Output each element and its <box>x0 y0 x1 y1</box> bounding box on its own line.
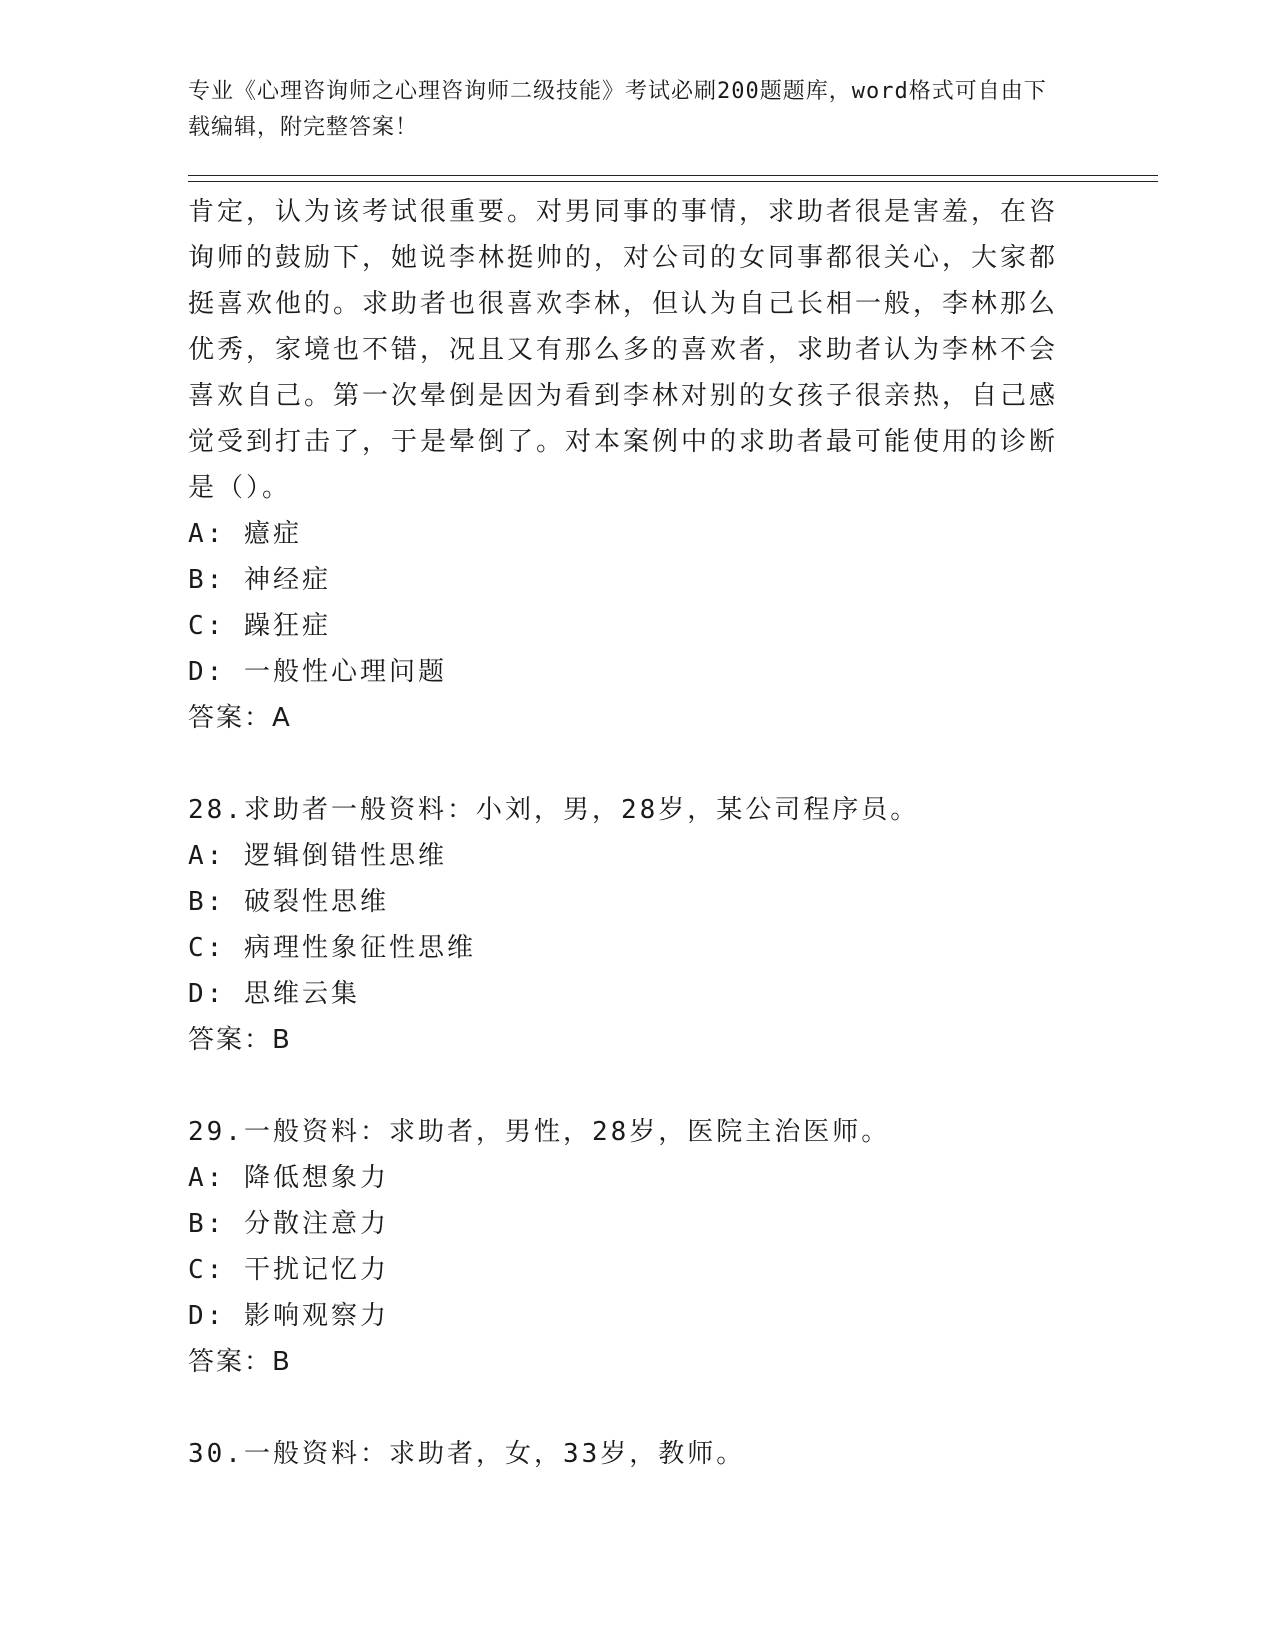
question-27-option-a: A: 癔症 <box>188 519 302 549</box>
question-28-option-d: D: 思维云集 <box>188 979 360 1009</box>
question-27-answer: 答案：A <box>188 703 292 733</box>
document-body <box>188 189 1068 1477</box>
question-27 <box>188 189 1068 741</box>
question-29-option-c: C: 干扰记忆力 <box>188 1255 389 1285</box>
question-28-option-c: C: 病理性象征性思维 <box>188 933 476 963</box>
header-rule-bottom <box>188 181 1158 182</box>
question-27-stem: 肯定，认为该考试很重要。对男同事的事情，求助者很是害羞，在咨询师的鼓励下，她说李林挺帅的，对公司的女同事都很关心，大家都挺喜欢他的。求助者也很喜欢李林，但认为自己长相一般，李林那么优秀，家境也不错，况且又有那么多的喜欢者，求助者认为李林不会喜欢自己。第一次晕倒是因为看到李林对别的女孩子很亲热，自己感觉受到打击了，于是晕倒了。对本案例中的求助者最可能使用的诊断是（）。 <box>188 197 1059 503</box>
question-28-answer: 答案：B <box>188 1025 292 1055</box>
question-29-option-b: B: 分散注意力 <box>188 1209 389 1239</box>
question-29-option-a: A: 降低想象力 <box>188 1163 389 1193</box>
question-28-stem: 28.求助者一般资料：小刘，男，28岁，某公司程序员。 <box>188 795 920 825</box>
header-rule-top <box>188 175 1158 176</box>
question-30 <box>188 1431 1068 1477</box>
question-29-answer: 答案：B <box>188 1347 292 1377</box>
question-30-stem: 30.一般资料：求助者，女，33岁，教师。 <box>188 1439 746 1469</box>
question-29-option-d: D: 影响观察力 <box>188 1301 389 1331</box>
question-29 <box>188 1109 1068 1385</box>
spacer <box>188 1385 1068 1431</box>
question-28-option-a: A: 逻辑倒错性思维 <box>188 841 447 871</box>
document-header <box>188 74 1068 146</box>
spacer <box>188 1063 1068 1109</box>
question-28 <box>188 787 1068 1063</box>
question-28-option-b: B: 破裂性思维 <box>188 887 389 917</box>
spacer <box>188 741 1068 787</box>
question-27-option-d: D: 一般性心理问题 <box>188 657 447 687</box>
header-title: 专业《心理咨询师之心理咨询师二级技能》考试必刷200题题库，word格式可自由下载编辑，附完整答案！ <box>188 79 1047 140</box>
question-27-option-c: C: 躁狂症 <box>188 611 331 641</box>
question-29-stem: 29.一般资料：求助者，男性，28岁，医院主治医师。 <box>188 1117 891 1147</box>
question-27-option-b: B: 神经症 <box>188 565 331 595</box>
